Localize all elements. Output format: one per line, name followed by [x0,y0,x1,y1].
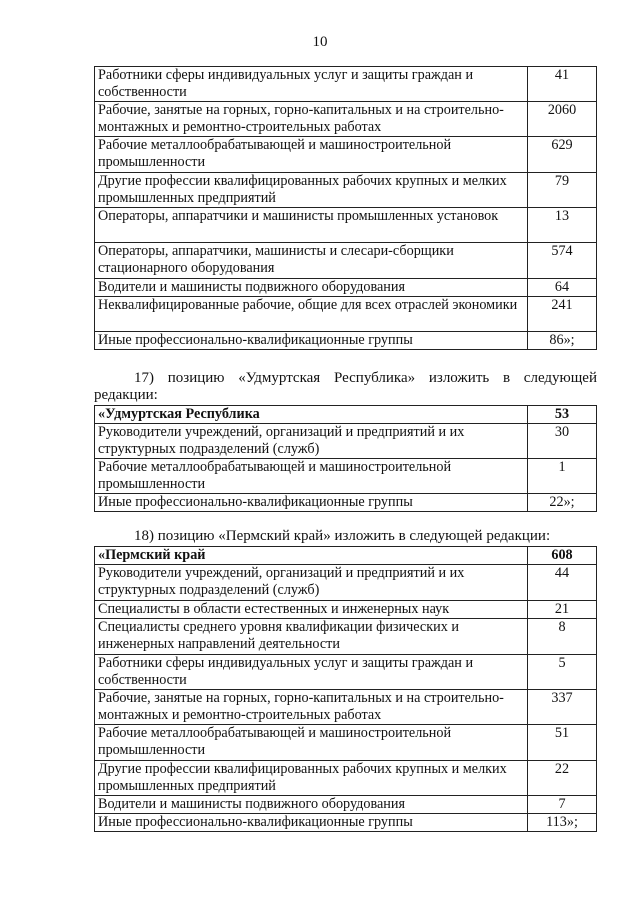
row-value: 8 [528,619,597,655]
table-row [95,690,597,725]
row-label: Рабочие, занятые на горных, горно-капитальных и на строительно-монтажных и ремонтно-строительных работах [95,102,528,137]
row-value: 5 [528,655,597,690]
table-row [95,761,597,796]
row-value: 13 [528,208,597,243]
paragraph-17-line1: 17) позицию «Удмуртская Республика» изложить в следующей [134,370,597,386]
table-row [95,601,597,619]
row-value: 21 [528,601,597,619]
table-row [95,243,597,279]
table-row [95,102,597,137]
table-row [95,424,597,459]
paragraph-17-line2: редакции: [94,387,158,403]
row-label: Рабочие металлообрабатывающей и машиностроительной промышленности [95,137,528,173]
table-row [95,173,597,208]
table-row [95,297,597,332]
table-row [95,279,597,297]
perm-table [94,546,597,832]
region-total: 53 [528,406,597,424]
paragraph-18: 18) позицию «Пермский край» изложить в следующей редакции: [134,528,551,544]
row-label: Работники сферы индивидуальных услуг и защиты граждан и собственности [95,67,528,102]
table-row [95,565,597,601]
row-value: 44 [528,565,597,601]
row-label: Иные профессионально-квалификационные группы [95,814,528,832]
row-label: Работники сферы индивидуальных услуг и защиты граждан и собственности [95,655,528,690]
row-label: Водители и машинисты подвижного оборудования [95,796,528,814]
row-label: Операторы, аппаратчики, машинисты и слесари-сборщики стационарного оборудования [95,243,528,279]
table-row [95,67,597,102]
row-value: 241 [528,297,597,332]
occupation-table-continued [94,66,597,350]
table-row [95,459,597,494]
row-value: 113»; [528,814,597,832]
row-label: Неквалифицированные рабочие, общие для всех отраслей экономики [95,297,528,332]
table-header-row [95,547,597,565]
row-value: 2060 [528,102,597,137]
row-value: 51 [528,725,597,761]
table-row [95,332,597,350]
row-label: Рабочие металлообрабатывающей и машиностроительной промышленности [95,725,528,761]
row-label: Операторы, аппаратчики и машинисты промышленных установок [95,208,528,243]
row-label: Специалисты в области естественных и инженерных наук [95,601,528,619]
row-value: 1 [528,459,597,494]
table-row [95,619,597,655]
row-value: 41 [528,67,597,102]
row-label: Водители и машинисты подвижного оборудования [95,279,528,297]
row-label: Иные профессионально-квалификационные группы [95,332,528,350]
region-name: «Пермский край [95,547,528,565]
table-row [95,655,597,690]
row-value: 574 [528,243,597,279]
table-row [95,725,597,761]
row-value: 79 [528,173,597,208]
row-value: 64 [528,279,597,297]
row-label: Другие профессии квалифицированных рабочих крупных и мелких промышленных предприятий [95,761,528,796]
table-row [95,796,597,814]
table-row [95,208,597,243]
row-label: Руководители учреждений, организаций и предприятий и их структурных подразделений (служб) [95,424,528,459]
row-value: 86»; [528,332,597,350]
row-label: Иные профессионально-квалификационные группы [95,494,528,512]
row-label: Другие профессии квалифицированных рабочих крупных и мелких промышленных предприятий [95,173,528,208]
row-value: 22»; [528,494,597,512]
region-total: 608 [528,547,597,565]
row-value: 7 [528,796,597,814]
row-value: 22 [528,761,597,796]
row-label: Руководители учреждений, организаций и предприятий и их структурных подразделений (служб) [95,565,528,601]
row-value: 629 [528,137,597,173]
row-value: 337 [528,690,597,725]
table-header-row [95,406,597,424]
page-number: 10 [312,34,328,50]
udmurt-table [94,405,597,512]
table-row [95,494,597,512]
row-label: Рабочие, занятые на горных, горно-капитальных и на строительно-монтажных и ремонтно-строительных работах [95,690,528,725]
row-value: 30 [528,424,597,459]
row-label: Рабочие металлообрабатывающей и машиностроительной промышленности [95,459,528,494]
table-row [95,814,597,832]
table-row [95,137,597,173]
region-name: «Удмуртская Республика [95,406,528,424]
row-label: Специалисты среднего уровня квалификации физических и инженерных направлений деятельности [95,619,528,655]
